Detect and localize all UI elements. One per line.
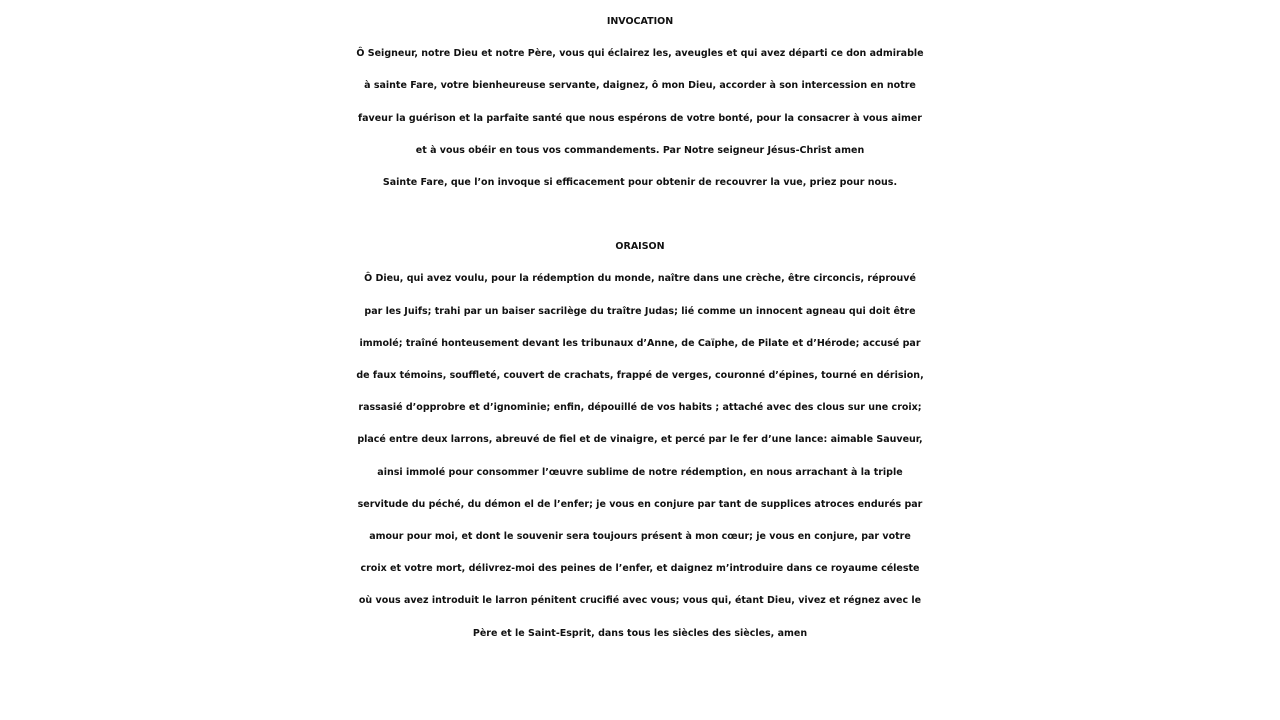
prayer-document — [0, 6, 1280, 650]
oraison-section — [0, 231, 1280, 650]
text-line: Sainte Fare, que l’on invoque si efficacement pour obtenir de recouvrer la vue, priez pour nous. — [382, 177, 898, 189]
section-heading: ORAISON — [615, 241, 665, 253]
text-line: où vous avez introduit le larron pénitent crucifié avec vous; vous qui, étant Dieu, vivez et régnez avec le — [358, 595, 922, 607]
text-line: croix et votre mort, délivrez-moi des peines de l’enfer, et daignez m’introduire dans ce royaume céleste — [360, 563, 920, 575]
text-line: Ô Dieu, qui avez voulu, pour la rédemption du monde, naître dans une crèche, être circoncis, réprouvé — [364, 273, 916, 285]
text-line: et à vous obéir en tous vos commandements. Par Notre seigneur Jésus-Christ amen — [415, 144, 865, 156]
text-line: à sainte Fare, votre bienheureuse servante, daignez, ô mon Dieu, accorder à son intercession en notre — [364, 80, 916, 92]
text-line: ainsi immolé pour consommer l’œuvre sublime de notre rédemption, en nous arrachant à la triple — [377, 466, 903, 478]
text-line: immolé; traîné honteusement devant les tribunaux d’Anne, de Caïphe, de Pilate et d’Hérode; accusé par — [359, 337, 921, 349]
section-heading: INVOCATION — [606, 16, 674, 27]
text-line: placé entre deux larrons, abreuvé de fiel et de vinaigre, et percé par le fer d’une lance: aimable Sauveur, — [357, 434, 923, 446]
text-line: Ô Seigneur, notre Dieu et notre Père, vous qui éclairez les, aveugles et qui avez départi ce don admirable — [356, 48, 924, 60]
text-line: amour pour moi, et dont le souvenir sera toujours présent à mon cœur; je vous en conjure, par votre — [369, 531, 911, 543]
text-line: servitude du péché, du démon el de l’enfer; je vous en conjure par tant de supplices atroces endurés par — [357, 498, 923, 510]
text-line: rassasié d’opprobre et d’ignominie; enfin, dépouillé de vos habits ; attaché avec des clous sur une croix; — [358, 402, 922, 414]
invocation-section — [0, 6, 1280, 199]
text-line: Père et le Saint-Esprit, dans tous les siècles des siècles, amen — [472, 627, 808, 639]
text-line: par les Juifs; trahi par un baiser sacrilège du traître Judas; lié comme un innocent agneau qui doit être — [364, 305, 916, 317]
text-line: faveur la guérison et la parfaite santé que nous espérons de votre bonté, pour la consacrer à vous aimer — [358, 112, 922, 124]
text-line: de faux témoins, souffleté, couvert de crachats, frappé de verges, couronné d’épines, tourné en dérision, — [356, 370, 924, 382]
